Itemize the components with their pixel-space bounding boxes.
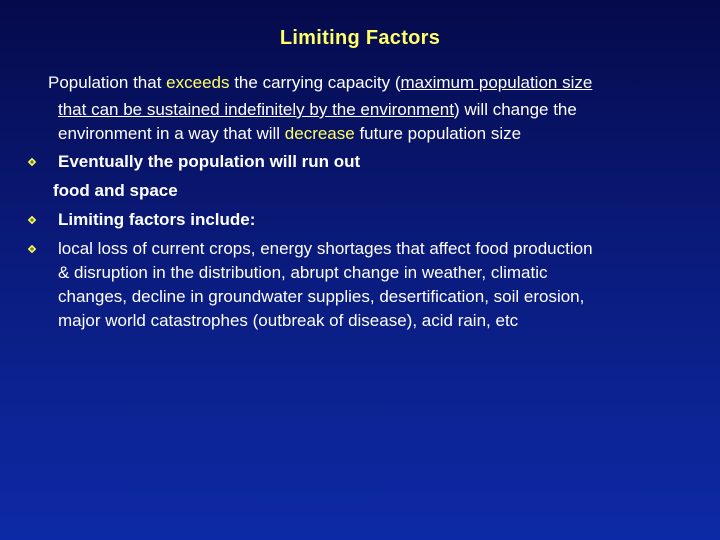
intro-text: Population that (48, 73, 167, 92)
intro-definition-part: maximum population size (400, 73, 593, 92)
bullet-1-line-2: food and space (53, 181, 178, 200)
intro-line-3 (58, 122, 521, 146)
intro-line-1 (48, 71, 592, 95)
diamond-bullet-icon (26, 156, 38, 168)
bullet-2-text: Limiting factors include: (58, 210, 256, 229)
diamond-bullet-icon (26, 243, 38, 255)
bullet-3-line-1: local loss of current crops, energy shortages that affect food production (58, 239, 593, 258)
intro-definition-part: that can be sustained indefinitely by the environment (58, 100, 454, 119)
bullet-3-line-3: changes, decline in groundwater supplies, desertification, soil erosion, (58, 287, 585, 306)
intro-text: ) will change the (453, 100, 577, 119)
slide-title: Limiting Factors (279, 27, 441, 49)
bullet-1-line-1: Eventually the population will run out (58, 152, 361, 171)
intro-text: environment in a way that will (58, 124, 285, 143)
bullet-3-line-4: major world catastrophes (outbreak of disease), acid rain, etc (58, 311, 519, 330)
intro-text: the carrying capacity ( (229, 73, 401, 92)
bullet-3-line-2: & disruption in the distribution, abrupt change in weather, climatic (58, 263, 548, 282)
intro-text: future population size (354, 124, 522, 143)
diamond-bullet-icon (26, 214, 38, 226)
intro-highlight-exceeds: exceeds (166, 73, 230, 92)
intro-highlight-decrease: decrease (284, 124, 355, 143)
intro-line-2 (58, 98, 577, 122)
